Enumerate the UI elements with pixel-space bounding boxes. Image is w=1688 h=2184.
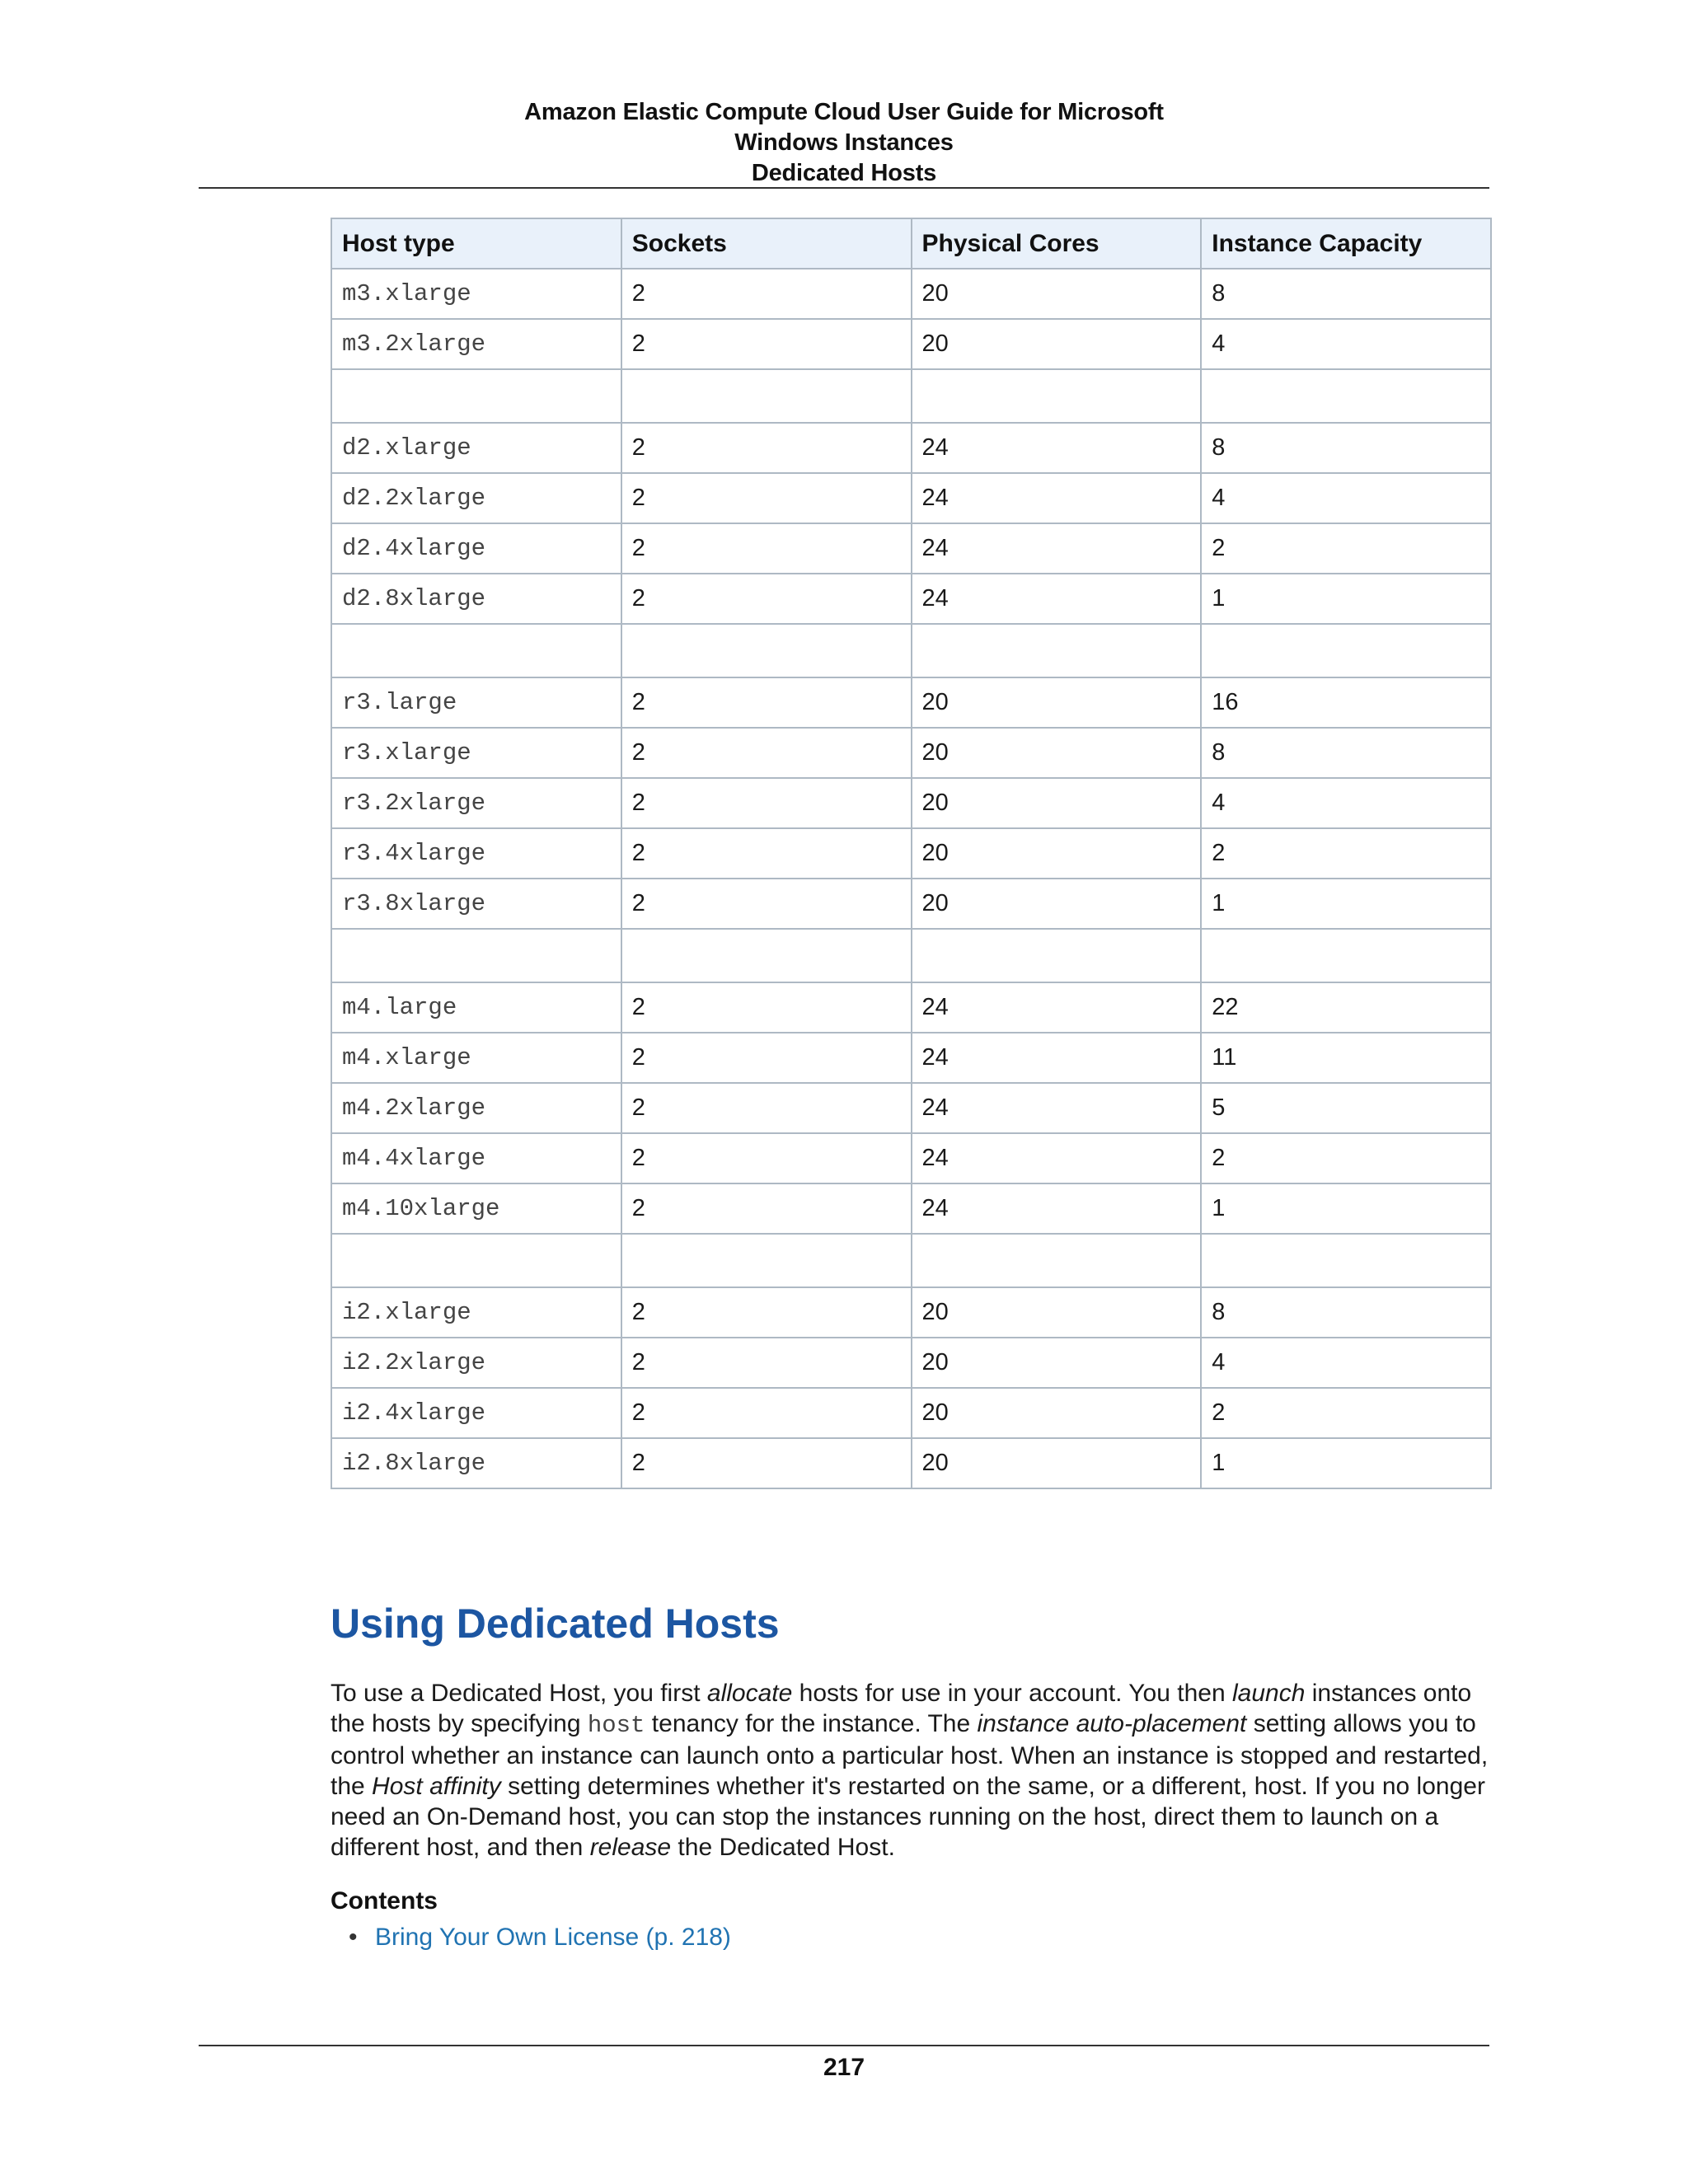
paragraph-text: tenancy for the instance. The bbox=[645, 1710, 978, 1737]
host-type-cell: m4.xlarge bbox=[331, 1033, 621, 1083]
page-header bbox=[199, 97, 1489, 189]
physical-cores-cell: 24 bbox=[912, 982, 1202, 1033]
paragraph-text: hosts for use in your account. You then bbox=[792, 1680, 1232, 1707]
instance-capacity-cell: 8 bbox=[1201, 728, 1491, 778]
paragraph-text: setting allows you to control whether an instance can launch onto a particular host. When an instance is stopped and restarted, the bbox=[331, 1710, 1489, 1800]
header-title-line-2: Windows Instances bbox=[734, 129, 954, 156]
sockets-cell: 2 bbox=[621, 269, 912, 319]
host-type-cell: m4.10xlarge bbox=[331, 1183, 621, 1234]
table-row bbox=[331, 1388, 1491, 1438]
table-row bbox=[331, 1133, 1491, 1183]
page-number: 217 bbox=[823, 2054, 865, 2081]
header-section-name: Dedicated Hosts bbox=[751, 160, 937, 186]
table-row bbox=[331, 269, 1491, 319]
instance-capacity-cell bbox=[1201, 929, 1491, 982]
term-launch: launch bbox=[1231, 1680, 1306, 1707]
table-row-empty bbox=[331, 1234, 1491, 1287]
column-header-sockets: Sockets bbox=[621, 218, 912, 269]
host-type-cell: m4.2xlarge bbox=[331, 1083, 621, 1133]
instance-capacity-cell: 16 bbox=[1201, 677, 1491, 728]
contents-heading: Contents bbox=[331, 1887, 438, 1915]
paragraph-text: To use a Dedicated Host, you first bbox=[331, 1680, 707, 1707]
footer-divider bbox=[199, 2045, 1489, 2046]
header-title-line-1: Amazon Elastic Compute Cloud User Guide for Microsoft bbox=[524, 99, 1164, 125]
list-item bbox=[331, 1924, 731, 1952]
term-host-affinity: Host affinity bbox=[372, 1773, 501, 1800]
host-type-cell: m3.xlarge bbox=[331, 269, 621, 319]
table-row bbox=[331, 1033, 1491, 1083]
physical-cores-cell: 24 bbox=[912, 1183, 1202, 1234]
physical-cores-cell: 20 bbox=[912, 1287, 1202, 1338]
table-row-empty bbox=[331, 929, 1491, 982]
bullet-icon: • bbox=[349, 1924, 358, 1951]
table-row-empty bbox=[331, 624, 1491, 677]
sockets-cell bbox=[621, 929, 912, 982]
instance-capacity-cell: 4 bbox=[1201, 473, 1491, 523]
instance-capacity-cell: 2 bbox=[1201, 828, 1491, 879]
instance-capacity-cell bbox=[1201, 369, 1491, 423]
sockets-cell bbox=[621, 1234, 912, 1287]
host-type-cell bbox=[331, 1234, 621, 1287]
instance-capacity-cell: 8 bbox=[1201, 1287, 1491, 1338]
instance-capacity-cell: 1 bbox=[1201, 879, 1491, 929]
sockets-cell bbox=[621, 369, 912, 423]
table-row bbox=[331, 319, 1491, 369]
sockets-cell: 2 bbox=[621, 828, 912, 879]
sockets-cell: 2 bbox=[621, 523, 912, 574]
intro-paragraph bbox=[331, 1678, 1493, 1863]
term-release: release bbox=[589, 1834, 672, 1861]
table-header-row bbox=[331, 218, 1491, 269]
table-row bbox=[331, 728, 1491, 778]
instance-capacity-cell: 5 bbox=[1201, 1083, 1491, 1133]
physical-cores-cell: 20 bbox=[912, 728, 1202, 778]
column-header-physical-cores: Physical Cores bbox=[912, 218, 1202, 269]
instance-capacity-cell: 11 bbox=[1201, 1033, 1491, 1083]
sockets-cell: 2 bbox=[621, 319, 912, 369]
physical-cores-cell: 20 bbox=[912, 1338, 1202, 1388]
physical-cores-cell: 24 bbox=[912, 574, 1202, 624]
table-row bbox=[331, 1438, 1491, 1488]
host-type-cell: d2.2xlarge bbox=[331, 473, 621, 523]
sockets-cell: 2 bbox=[621, 1438, 912, 1488]
host-type-cell: r3.8xlarge bbox=[331, 879, 621, 929]
sockets-cell: 2 bbox=[621, 728, 912, 778]
table-row bbox=[331, 879, 1491, 929]
host-type-cell bbox=[331, 929, 621, 982]
instance-capacity-cell: 1 bbox=[1201, 1438, 1491, 1488]
term-allocate: allocate bbox=[706, 1680, 793, 1707]
sockets-cell: 2 bbox=[621, 778, 912, 828]
contents-list bbox=[331, 1924, 731, 1952]
host-type-cell: i2.8xlarge bbox=[331, 1438, 621, 1488]
instance-capacity-cell: 8 bbox=[1201, 269, 1491, 319]
instance-capacity-cell: 1 bbox=[1201, 574, 1491, 624]
host-type-table bbox=[331, 218, 1492, 1489]
instance-capacity-cell: 2 bbox=[1201, 523, 1491, 574]
table-row bbox=[331, 1338, 1491, 1388]
paragraph-text: the Dedicated Host. bbox=[671, 1834, 895, 1861]
table-row bbox=[331, 778, 1491, 828]
host-type-cell: r3.4xlarge bbox=[331, 828, 621, 879]
physical-cores-cell: 24 bbox=[912, 473, 1202, 523]
table-row bbox=[331, 523, 1491, 574]
sockets-cell: 2 bbox=[621, 1033, 912, 1083]
sockets-cell: 2 bbox=[621, 1287, 912, 1338]
table-row-empty bbox=[331, 369, 1491, 423]
header-divider bbox=[199, 187, 1489, 189]
host-type-cell: r3.2xlarge bbox=[331, 778, 621, 828]
sockets-cell: 2 bbox=[621, 473, 912, 523]
instance-capacity-cell: 2 bbox=[1201, 1388, 1491, 1438]
physical-cores-cell bbox=[912, 929, 1202, 982]
physical-cores-cell: 20 bbox=[912, 269, 1202, 319]
host-type-cell: i2.xlarge bbox=[331, 1287, 621, 1338]
table-row bbox=[331, 828, 1491, 879]
physical-cores-cell: 20 bbox=[912, 319, 1202, 369]
instance-capacity-cell: 22 bbox=[1201, 982, 1491, 1033]
physical-cores-cell: 24 bbox=[912, 523, 1202, 574]
table-row bbox=[331, 982, 1491, 1033]
sockets-cell: 2 bbox=[621, 1338, 912, 1388]
physical-cores-cell bbox=[912, 624, 1202, 677]
physical-cores-cell: 24 bbox=[912, 1133, 1202, 1183]
host-type-cell: m4.large bbox=[331, 982, 621, 1033]
physical-cores-cell: 24 bbox=[912, 1083, 1202, 1133]
physical-cores-cell: 20 bbox=[912, 677, 1202, 728]
host-type-cell: d2.8xlarge bbox=[331, 574, 621, 624]
table-row bbox=[331, 1083, 1491, 1133]
host-type-cell: i2.4xlarge bbox=[331, 1388, 621, 1438]
host-type-cell: d2.xlarge bbox=[331, 423, 621, 473]
sockets-cell: 2 bbox=[621, 574, 912, 624]
contents-link-byol[interactable]: Bring Your Own License (p. 218) bbox=[375, 1924, 731, 1951]
physical-cores-cell: 20 bbox=[912, 1388, 1202, 1438]
table-row bbox=[331, 1287, 1491, 1338]
sockets-cell: 2 bbox=[621, 1183, 912, 1234]
sockets-cell: 2 bbox=[621, 677, 912, 728]
column-header-instance-capacity: Instance Capacity bbox=[1201, 218, 1491, 269]
sockets-cell: 2 bbox=[621, 879, 912, 929]
host-type-cell: i2.2xlarge bbox=[331, 1338, 621, 1388]
table-row bbox=[331, 473, 1491, 523]
host-type-cell bbox=[331, 369, 621, 423]
term-instance-auto-placement: instance auto-placement bbox=[977, 1710, 1247, 1737]
physical-cores-cell: 20 bbox=[912, 879, 1202, 929]
physical-cores-cell bbox=[912, 369, 1202, 423]
physical-cores-cell: 24 bbox=[912, 423, 1202, 473]
host-type-cell: m4.4xlarge bbox=[331, 1133, 621, 1183]
instance-capacity-cell: 1 bbox=[1201, 1183, 1491, 1234]
table-row bbox=[331, 574, 1491, 624]
physical-cores-cell: 20 bbox=[912, 828, 1202, 879]
section-heading: Using Dedicated Hosts bbox=[331, 1601, 780, 1647]
physical-cores-cell: 20 bbox=[912, 778, 1202, 828]
sockets-cell bbox=[621, 624, 912, 677]
table-row bbox=[331, 677, 1491, 728]
table-row bbox=[331, 423, 1491, 473]
sockets-cell: 2 bbox=[621, 982, 912, 1033]
instance-capacity-cell: 4 bbox=[1201, 1338, 1491, 1388]
sockets-cell: 2 bbox=[621, 423, 912, 473]
sockets-cell: 2 bbox=[621, 1133, 912, 1183]
code-host: host bbox=[587, 1712, 645, 1739]
host-type-cell: r3.large bbox=[331, 677, 621, 728]
paragraph-text: instances onto the hosts by specifying bbox=[331, 1680, 1472, 1737]
physical-cores-cell: 20 bbox=[912, 1438, 1202, 1488]
instance-capacity-cell: 8 bbox=[1201, 423, 1491, 473]
instance-capacity-cell bbox=[1201, 624, 1491, 677]
instance-capacity-cell bbox=[1201, 1234, 1491, 1287]
instance-capacity-cell: 4 bbox=[1201, 778, 1491, 828]
instance-capacity-cell: 4 bbox=[1201, 319, 1491, 369]
physical-cores-cell: 24 bbox=[912, 1033, 1202, 1083]
host-type-cell: r3.xlarge bbox=[331, 728, 621, 778]
sockets-cell: 2 bbox=[621, 1388, 912, 1438]
paragraph-text: setting determines whether it's restarted on the same, or a different, host. If you no longer need an On-Demand host, you can stop the instances running on the host, direct them to launch on a different host, and then bbox=[331, 1773, 1485, 1861]
sockets-cell: 2 bbox=[621, 1083, 912, 1133]
host-type-cell bbox=[331, 624, 621, 677]
table-row bbox=[331, 1183, 1491, 1234]
physical-cores-cell bbox=[912, 1234, 1202, 1287]
instance-capacity-cell: 2 bbox=[1201, 1133, 1491, 1183]
host-type-cell: m3.2xlarge bbox=[331, 319, 621, 369]
host-type-cell: d2.4xlarge bbox=[331, 523, 621, 574]
column-header-host-type: Host type bbox=[331, 218, 621, 269]
